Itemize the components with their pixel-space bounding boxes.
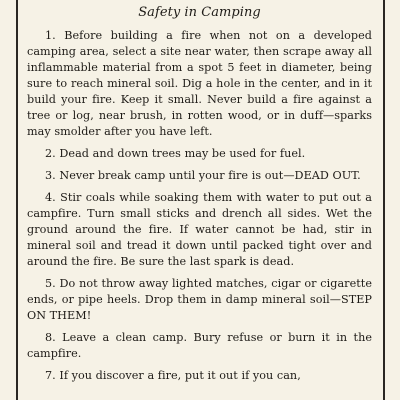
paragraph-3: 3. Never break camp until your fire is out—DEAD OUT. [45, 169, 361, 182]
list-item-3 [27, 168, 372, 184]
right-border-line [383, 0, 385, 400]
document-content [27, 3, 372, 390]
paragraph-8: 8. Leave a clean camp. Bury refuse or burn it in the campfire. [27, 331, 372, 360]
list-item-2 [27, 146, 372, 162]
paragraph-1: 1. Before building a fire when not on a developed camping area, select a site near water, then scrape away all inflammable material from a spot 5 feet in diameter, being sure to reach mineral soil. Dig a hole in the center, and in it build your fire. Keep it small. Never build a fire against a tree or log, near brush, in rotten wood, or in duff—sparks may smolder after you have left. [27, 29, 372, 138]
list-item-4 [27, 190, 372, 270]
page-title: Safety in Camping [138, 5, 261, 20]
list-item-1 [27, 28, 372, 140]
paragraph-7: 7. If you discover a fire, put it out if you can, [45, 369, 301, 382]
left-border-line [16, 0, 18, 400]
list-item-7 [27, 368, 372, 384]
paragraph-5: 5. Do not throw away lighted matches, cigar or cigarette ends, or pipe heels. Drop them in damp mineral soil—STEP ON THEM! [27, 277, 372, 322]
list-item-5 [27, 276, 372, 324]
paragraph-2: 2. Dead and down trees may be used for fuel. [45, 147, 306, 160]
paragraph-4: 4. Stir coals while soaking them with water to put out a campfire. Turn small sticks and drench all sides. Wet the ground around the fire. If water cannot be had, stir in mineral soil and tread it down until packed tight over and around the fire. Be sure the last spark is dead. [27, 191, 372, 268]
list-item-8 [27, 330, 372, 362]
